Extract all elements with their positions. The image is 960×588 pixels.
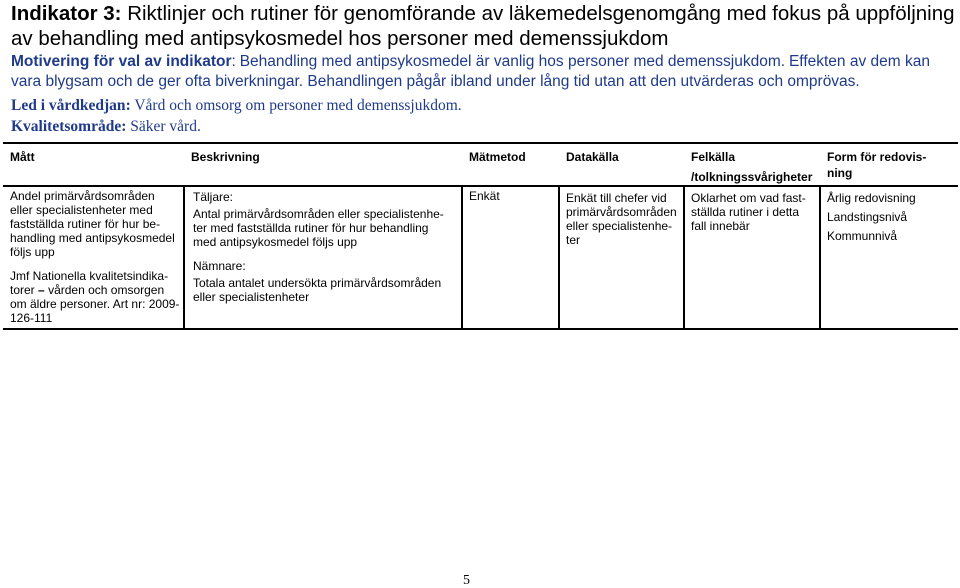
column-divider xyxy=(183,187,185,329)
header-form: Form för redovis-ning xyxy=(827,150,927,180)
kvalitetsomrade-label: Kvalitetsområde xyxy=(11,118,122,135)
vardkedja-line: Led i vårdkedjan: Vård och omsorg om personer med demenssjukdom. xyxy=(11,97,462,114)
indicator-table xyxy=(3,142,958,330)
header-matmetod: Mätmetod xyxy=(469,150,526,164)
form-landsting: Landstingsnivå xyxy=(827,210,908,224)
header-matt: Mått xyxy=(10,150,35,164)
page-heading xyxy=(11,1,956,51)
matt-text: Andel primärvårdsområden eller specialistenheter med fastställda rutiner för hur be-handling med antipsykosmedel följs upp xyxy=(10,189,175,259)
column-divider xyxy=(461,187,463,329)
cell-matmetod: Enkät xyxy=(469,189,500,203)
column-divider xyxy=(819,187,821,329)
matt-reference-2: vården och omsorgen om äldre personer. Art nr: 2009-126-111 xyxy=(10,283,180,325)
cell-beskrivning xyxy=(193,190,455,304)
table-top-border xyxy=(3,142,958,144)
header-felkalla: Felkälla xyxy=(691,150,736,164)
vardkedja-label: Led i vårdkedjan xyxy=(11,97,126,114)
header-beskrivning: Beskrivning xyxy=(191,150,260,164)
namnare-label: Nämnare: xyxy=(193,259,246,273)
cell-datakalla: Enkät till chefer vid primärvårdsområden eller specialistenhe-ter xyxy=(566,191,677,247)
header-felkalla-sub: /tolkningssvårigheter xyxy=(691,170,813,184)
motivering-text: Behandling med antipsykosmedel är vanlig hos personer med demenssjukdom. xyxy=(239,53,786,70)
heading-text: Riktlinjer och rutiner för genomförande av läkemedelsgenomgång med fokus på uppföljning av behandling med antipsykosmedel hos personer med demenssjukdom xyxy=(11,2,955,50)
heading-label: Indikator 3: xyxy=(11,2,122,25)
form-arlig: Årlig redovisning xyxy=(827,191,916,205)
namnare-text: Totala antalet undersökta primärvårdsområden eller specialistenheter xyxy=(193,276,442,304)
page-number: 5 xyxy=(463,573,470,588)
motivering-paragraph: Motivering för val av indikator: Behandling med antipsykosmedel är vanlig hos personer med demenssjukdom. Effekten av dem kan vara blygsam och de ger ofta biverkningar. Behandlingen pågår ibland under lång tid utan att den utvärderas och omprövas. xyxy=(11,53,930,90)
kvalitetsomrade-line: Kvalitetsområde: Säker vård. xyxy=(11,118,201,135)
table-header-border xyxy=(3,185,958,187)
column-divider xyxy=(683,187,685,329)
header-datakalla: Datakälla xyxy=(566,150,619,164)
cell-matt xyxy=(10,189,180,325)
vardkedja-value: Vård och omsorg om personer med demenssjukdom. xyxy=(134,97,462,114)
taljare-label: Täljare: xyxy=(193,190,234,204)
table-bottom-border xyxy=(3,328,958,330)
matt-reference-dash: – xyxy=(38,283,45,297)
kvalitetsomrade-value: Säker vård. xyxy=(130,118,201,135)
motivering-serif-text: Effekten av dem kan vara blygsam och de ger ofta biverkningar. Behandlingen pågår ibland under lång tid utan att den utvärderas och omprövas. xyxy=(11,53,930,90)
taljare-text: Antal primärvårdsområden eller specialistenhe-ter med fastställda rutiner för hur behandling med antipsykosmedel följs upp xyxy=(193,207,444,249)
motivering-label: Motivering för val av indikator xyxy=(11,53,232,70)
matt-reference-1: Jmf Nationella kvalitetsindika-torer xyxy=(10,269,169,297)
column-divider xyxy=(558,187,560,329)
cell-form xyxy=(827,191,955,243)
cell-felkalla: Oklarhet om vad fast-ställda rutiner i detta fall innebär xyxy=(691,191,806,233)
form-kommun: Kommunnivå xyxy=(827,229,898,243)
